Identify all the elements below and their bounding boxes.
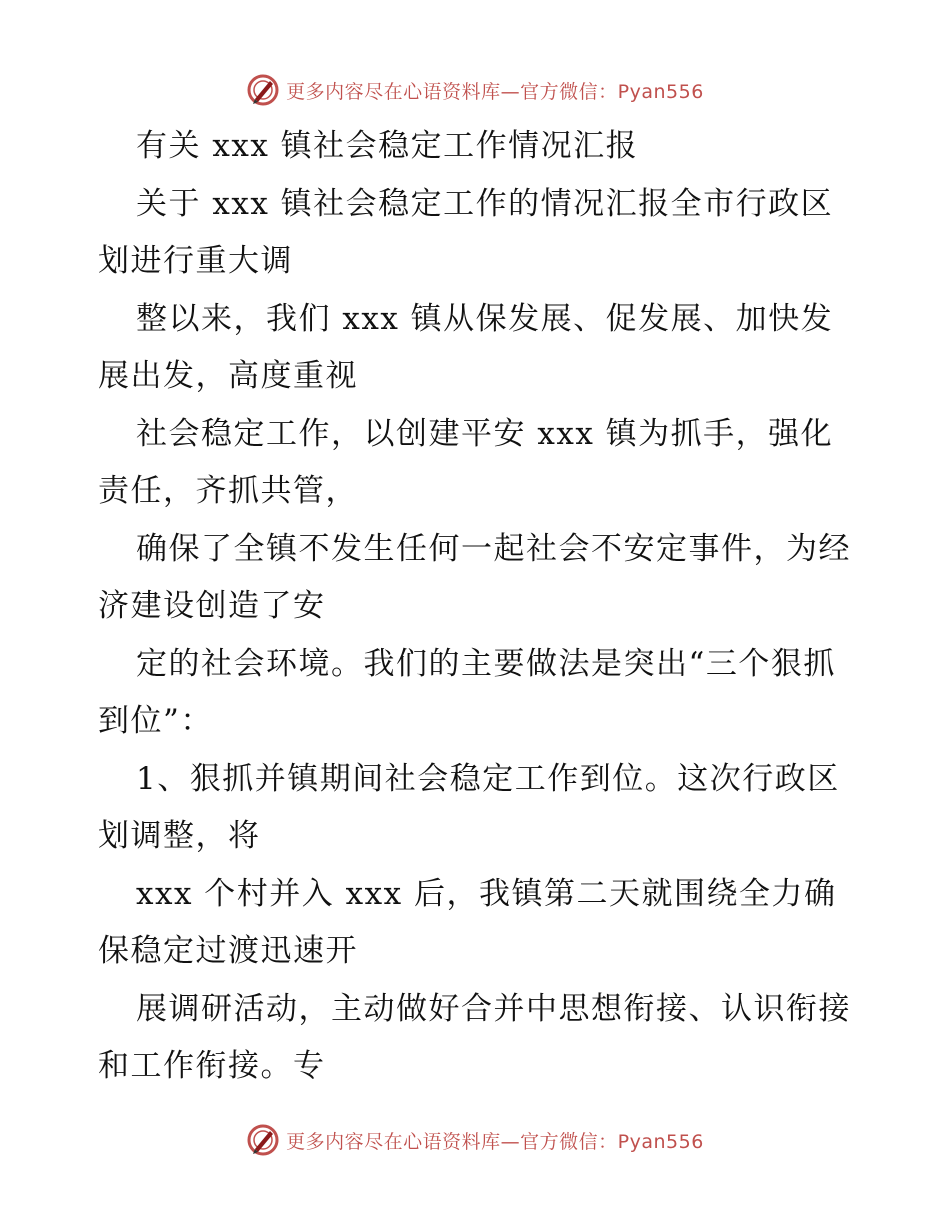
header-watermark-text: 更多内容尽在心语资料库—官方微信：Pyan556 — [286, 80, 704, 103]
paragraph: 整以来，我们 xxx 镇从保发展、促发展、加快发展出发，高度重视 — [98, 300, 834, 394]
document-body — [98, 118, 858, 1096]
header-watermark-banner — [0, 70, 950, 110]
paragraph: 关于 xxx 镇社会稳定工作的情况汇报全市行政区划进行重大调 — [98, 185, 834, 279]
paragraph: 确保了全镇不发生任何一起社会不安定事件，为经济建设创造了安 — [98, 530, 851, 624]
paragraph: 定的社会环境。我们的主要做法是突出“三个狠抓到位”： — [98, 645, 836, 739]
paragraph: xxx 个村并入 xxx 后，我镇第二天就围绕全力确保稳定过渡迅速开 — [98, 875, 837, 969]
pen-circle-logo-icon — [246, 73, 280, 107]
document-title: 有关 xxx 镇社会稳定工作情况汇报 — [136, 128, 639, 164]
footer-watermark-banner — [0, 1120, 950, 1160]
footer-watermark-text: 更多内容尽在心语资料库—官方微信：Pyan556 — [286, 1130, 704, 1153]
pen-circle-logo-icon — [246, 1123, 280, 1157]
paragraph: 1、狠抓并镇期间社会稳定工作到位。这次行政区划调整，将 — [98, 760, 840, 854]
paragraph: 社会稳定工作，以创建平安 xxx 镇为抓手，强化责任，齐抓共管， — [98, 415, 834, 509]
paragraph: 展调研活动，主动做好合并中思想衔接、认识衔接和工作衔接。专 — [98, 990, 851, 1084]
